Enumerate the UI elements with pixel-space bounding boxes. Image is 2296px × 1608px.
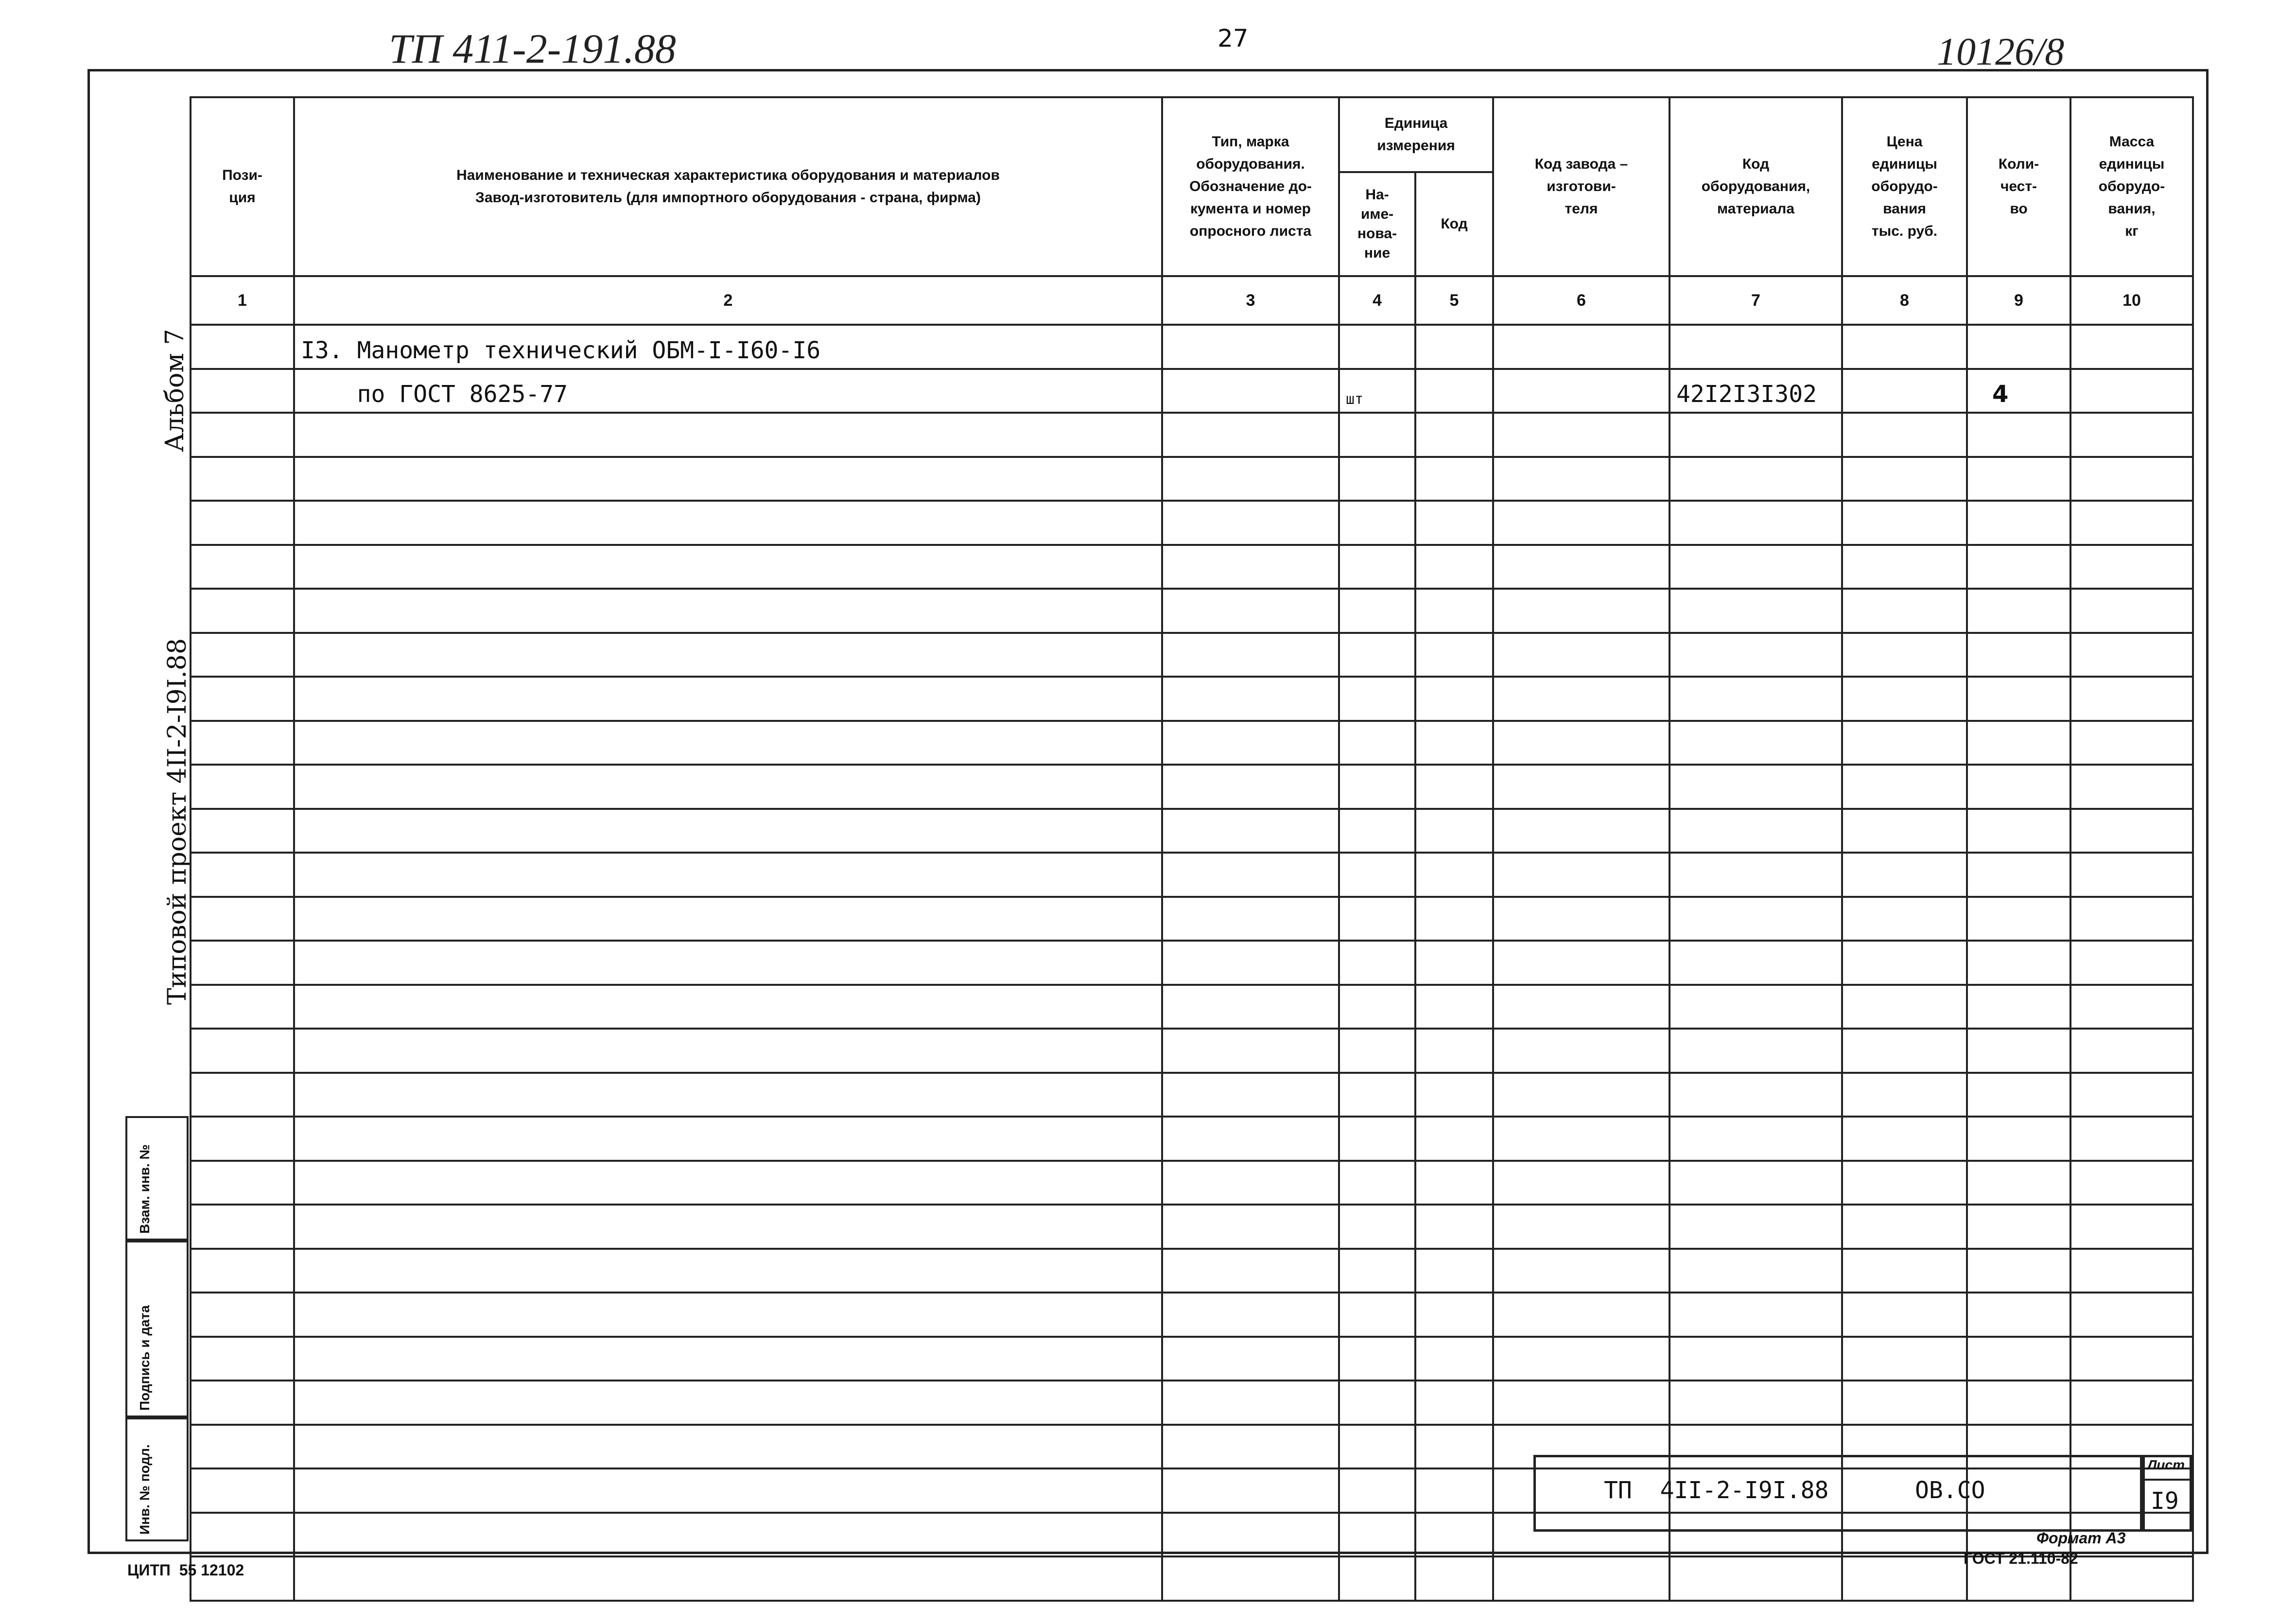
table-row (191, 1117, 2193, 1161)
table-row (191, 369, 2193, 413)
col-number: 9 (1967, 276, 2070, 325)
table-row (191, 897, 2193, 941)
col-number: 3 (1162, 276, 1339, 325)
col-header-price: Цена единицы оборудо- вания тыс. руб. (1842, 97, 1967, 276)
table-row (191, 457, 2193, 501)
table-row (191, 1337, 2193, 1381)
sheet-box (2142, 1455, 2192, 1532)
col-number: 10 (2070, 276, 2193, 325)
table-row (191, 1205, 2193, 1249)
table-row (191, 1029, 2193, 1073)
album-label: Альбом 7 (160, 329, 190, 452)
title-block (1533, 1455, 2142, 1532)
table-row (191, 1073, 2193, 1117)
sheet-number: I9 (2151, 1487, 2179, 1515)
table-row (191, 1161, 2193, 1205)
table-row (191, 545, 2193, 589)
side-box-signature-label: Подпись и дата (137, 1305, 152, 1411)
item-quantity: 4 (1967, 369, 2070, 413)
col-number: 8 (1842, 276, 1967, 325)
col-header-name-line2: Завод-изготовитель (для импортного оборудования - страна, фирма) (475, 190, 981, 206)
table-row (191, 633, 2193, 677)
table-row (191, 1556, 2193, 1601)
document-designation: ТП 4II-2-I9I.88 (1604, 1477, 1829, 1504)
item-equipment-code (1670, 325, 1842, 369)
item-quantity (1967, 325, 2070, 369)
table-row (191, 413, 2193, 457)
side-box-signature (125, 1241, 189, 1417)
table-row (191, 1293, 2193, 1337)
handwritten-reference: 10126/8 (1937, 31, 2065, 73)
format-label: Формат А3 (2036, 1529, 2126, 1547)
col-number: 1 (191, 276, 294, 325)
specification-table (190, 96, 2194, 1602)
side-box-inventory (125, 1417, 189, 1541)
cipher-label: ЦИТП 55 12102 (127, 1561, 244, 1579)
table-row (191, 765, 2193, 809)
side-box-inventory-label: Инв. № подл. (137, 1444, 152, 1535)
col-number: 6 (1493, 276, 1670, 325)
col-header-name-line1: Наименование и техническая характеристика оборудования и материалов (456, 167, 1000, 183)
col-number: 4 (1339, 276, 1415, 325)
table-row (191, 985, 2193, 1029)
table-row (191, 501, 2193, 545)
col-number: 7 (1670, 276, 1842, 325)
table-row (191, 325, 2193, 369)
side-box-replacement-label: Взам. инв. № (137, 1144, 152, 1234)
col-header-unit-name: На- име- нова- ние (1339, 172, 1415, 276)
sheet-label: Лист (2145, 1457, 2190, 1481)
col-header-unit-code: Код (1415, 172, 1493, 276)
col-header-name (294, 97, 1162, 276)
table-row (191, 941, 2193, 985)
col-header-type: Тип, марка оборудования. Обозначение до- кумента и номер опросного листа (1162, 97, 1339, 276)
col-number: 2 (294, 276, 1162, 325)
table-row (191, 809, 2193, 853)
gost-label: ГОСТ 21.110-82 (1964, 1550, 2078, 1567)
page-number: 27 (1218, 24, 1249, 52)
table-row (191, 853, 2193, 897)
item-unit: шт (1339, 369, 1415, 413)
handwritten-project-code: ТП 411-2-191.88 (389, 25, 676, 72)
table-row (191, 721, 2193, 765)
col-number: 5 (1415, 276, 1493, 325)
col-header-position: Пози- ция (191, 97, 294, 276)
col-header-quantity: Коли- чест- во (1967, 97, 2070, 276)
table-row (191, 1249, 2193, 1293)
item-name: по ГОСТ 8625-77 (294, 369, 1162, 413)
item-unit (1339, 325, 1415, 369)
item-equipment-code: 42I2I3I302 (1670, 369, 1842, 413)
table-row (191, 677, 2193, 721)
table-row (191, 589, 2193, 633)
table-row (191, 1381, 2193, 1425)
col-header-manufacturer-code: Код завода – изготови- теля (1493, 97, 1670, 276)
document-code: ОВ.СО (1915, 1477, 1985, 1504)
col-header-unit-group: Единица измерения (1339, 97, 1493, 172)
side-box-replacement (125, 1116, 189, 1241)
col-header-equipment-code: Код оборудования, материала (1670, 97, 1842, 276)
project-label: Типовой проект 4II-2-I9I.88 (163, 638, 192, 1005)
item-name: I3. Манометр технический ОБМ-I-I60-I6 (294, 325, 1162, 369)
col-header-mass: Масса единицы оборудо- вания, кг (2070, 97, 2193, 276)
